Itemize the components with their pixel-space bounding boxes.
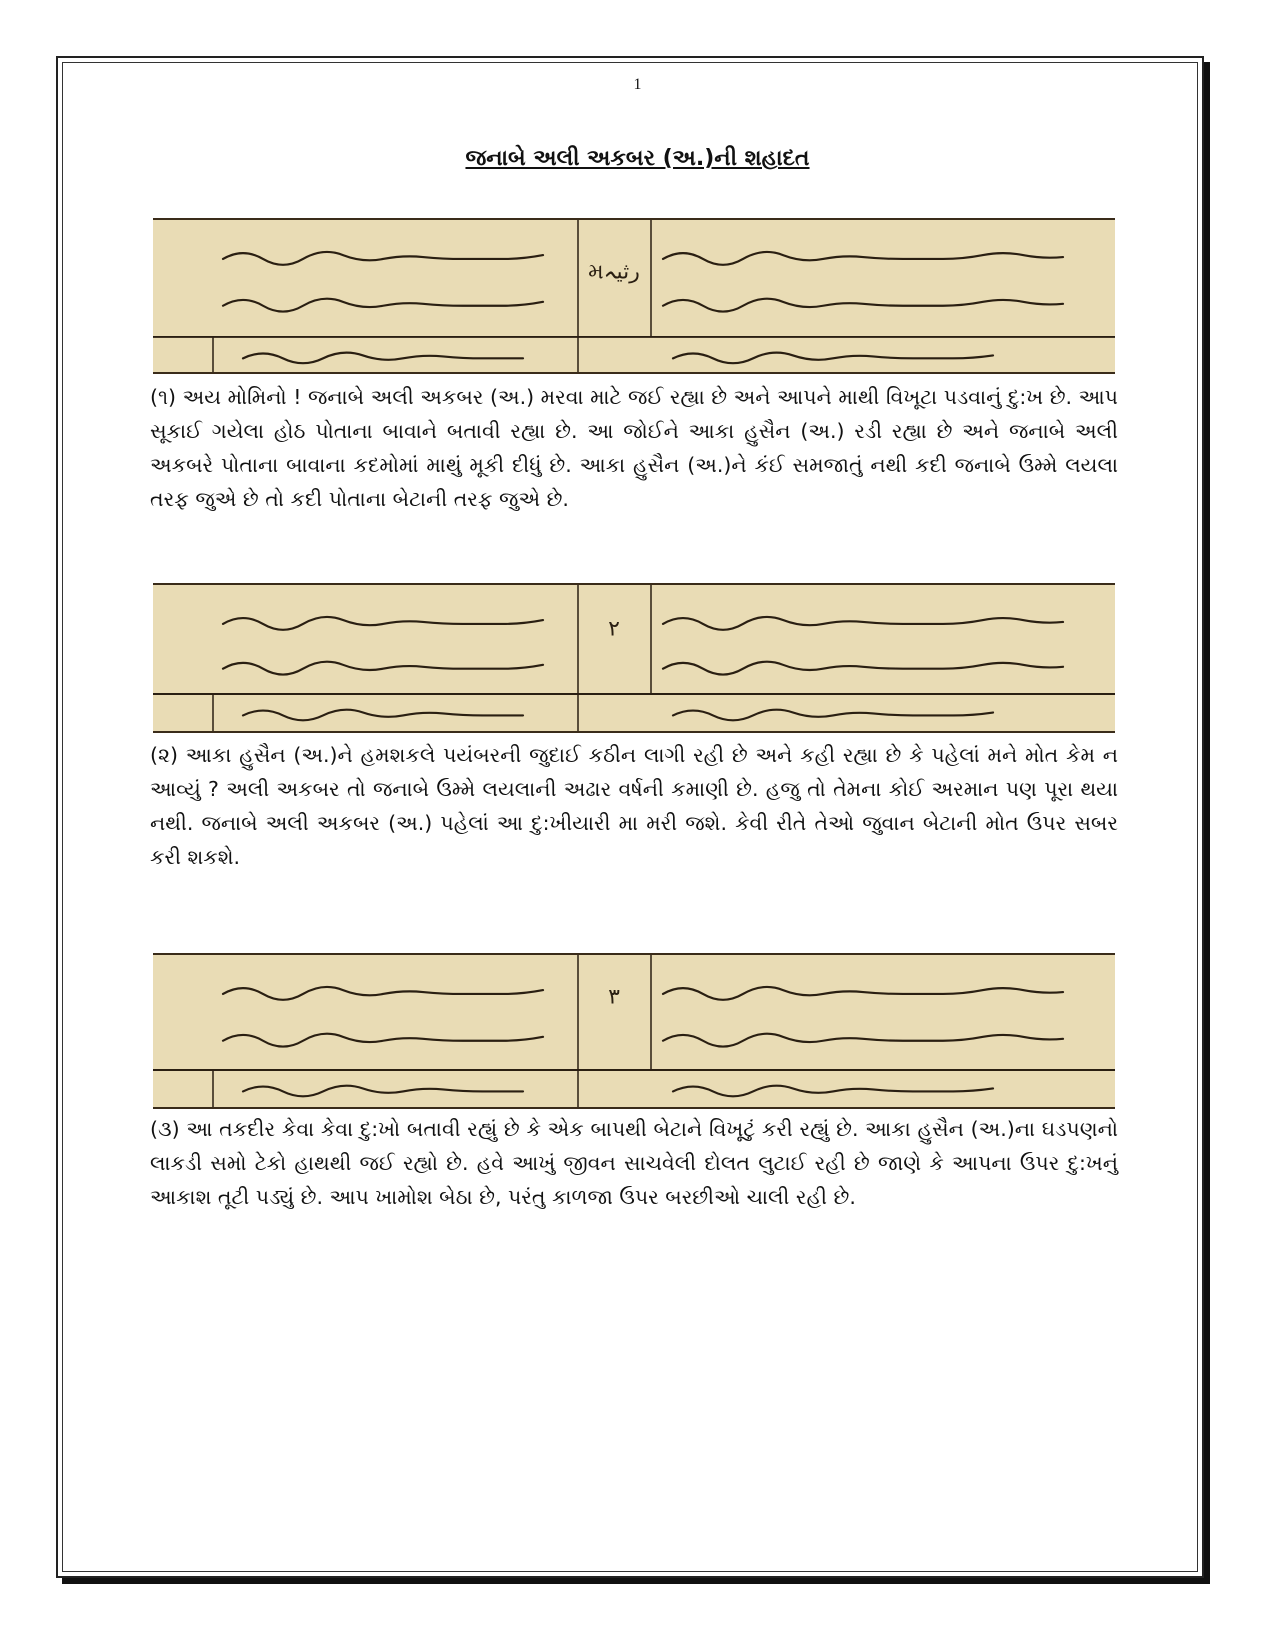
urdu-scan-label: મرثیہ — [588, 259, 640, 285]
page-number: 1 — [633, 76, 642, 93]
urdu-verse-scan-2 — [153, 583, 1115, 733]
page-title: જનાબે અલી અકબર (અ.)ની શહાદત — [465, 146, 810, 171]
paragraph-3: (૩) આ તકદીર કેવા કેવા દુ:ખો બતાવી રહ્યું છે કે એક બાપથી બેટાને વિખૂટું કરી રહ્યું છે. આકા હુસૈન (અ.)ના ઘડપણનો લાકડી સમો ટેકો હાથથી જઈ રહ્યો છે. હવે આખું જીવન સાચવેલી દોલત લુટાઈ રહી છે જાણે કે આપના ઉપર દુ:ખનું આકાશ તૂટી પડ્યું છે. આપ ખામોશ બેઠા છે, પરંતુ કાળજા ઉપર બરછીઓ ચાલી રહી છે. — [150, 1117, 1118, 1209]
paragraph-1: (૧) અય મોમિનો ! જનાબે અલી અકબર (અ.) મરવા માટે જઈ રહ્યા છે અને આપને માથી વિખૂટા પડવાનું દુ:ખ છે. આપ સૂકાઈ ગયેલા હોઠ પોતાના બાવાને બતાવી રહ્યા છે. આ જોઈને આકા હુસૈન (અ.) રડી રહ્યા છે અને જનાબે અલી અકબરે પોતાના બાવાના કદમોમાં માથું મૂકી દીધું છે. આકા હુસૈન (અ.)ને કંઈ સમજાતું નથી કદી જનાબે ઉમ્મે લયલા તરફ જુએ છે તો કદી પોતાના બેટાની તરફ જુએ છે. — [150, 385, 1118, 511]
urdu-verse-image-1 — [153, 220, 1115, 372]
urdu-scan-label: ۲ — [608, 616, 620, 642]
urdu-verse-image-3 — [153, 955, 1115, 1107]
urdu-verse-scan-1 — [153, 218, 1115, 374]
paragraph-2: (૨) આકા હુસૈન (અ.)ને હમશકલે પયંબરની જુદાઈ કઠીન લાગી રહી છે અને કહી રહ્યા છે કે પહેલાં મને મોત કેમ ન આવ્યું ? અલી અકબર તો જનાબે ઉમ્મે લયલાની અઢાર વર્ષની કમાણી છે. હજુ તો તેમના કોઈ અરમાન પણ પૂરા થયા નથી. જનાબે અલી અકબર (અ.) પહેલાં આ દુ:ખીયારી મા મરી જશે. કેવી રીતે તેઓ જુવાન બેટાની મોત ઉપર સબર કરી શકશે. — [150, 743, 1118, 869]
urdu-verse-scan-3 — [153, 953, 1115, 1109]
urdu-verse-image-2 — [153, 585, 1115, 731]
urdu-scan-label: ۳ — [608, 984, 620, 1010]
